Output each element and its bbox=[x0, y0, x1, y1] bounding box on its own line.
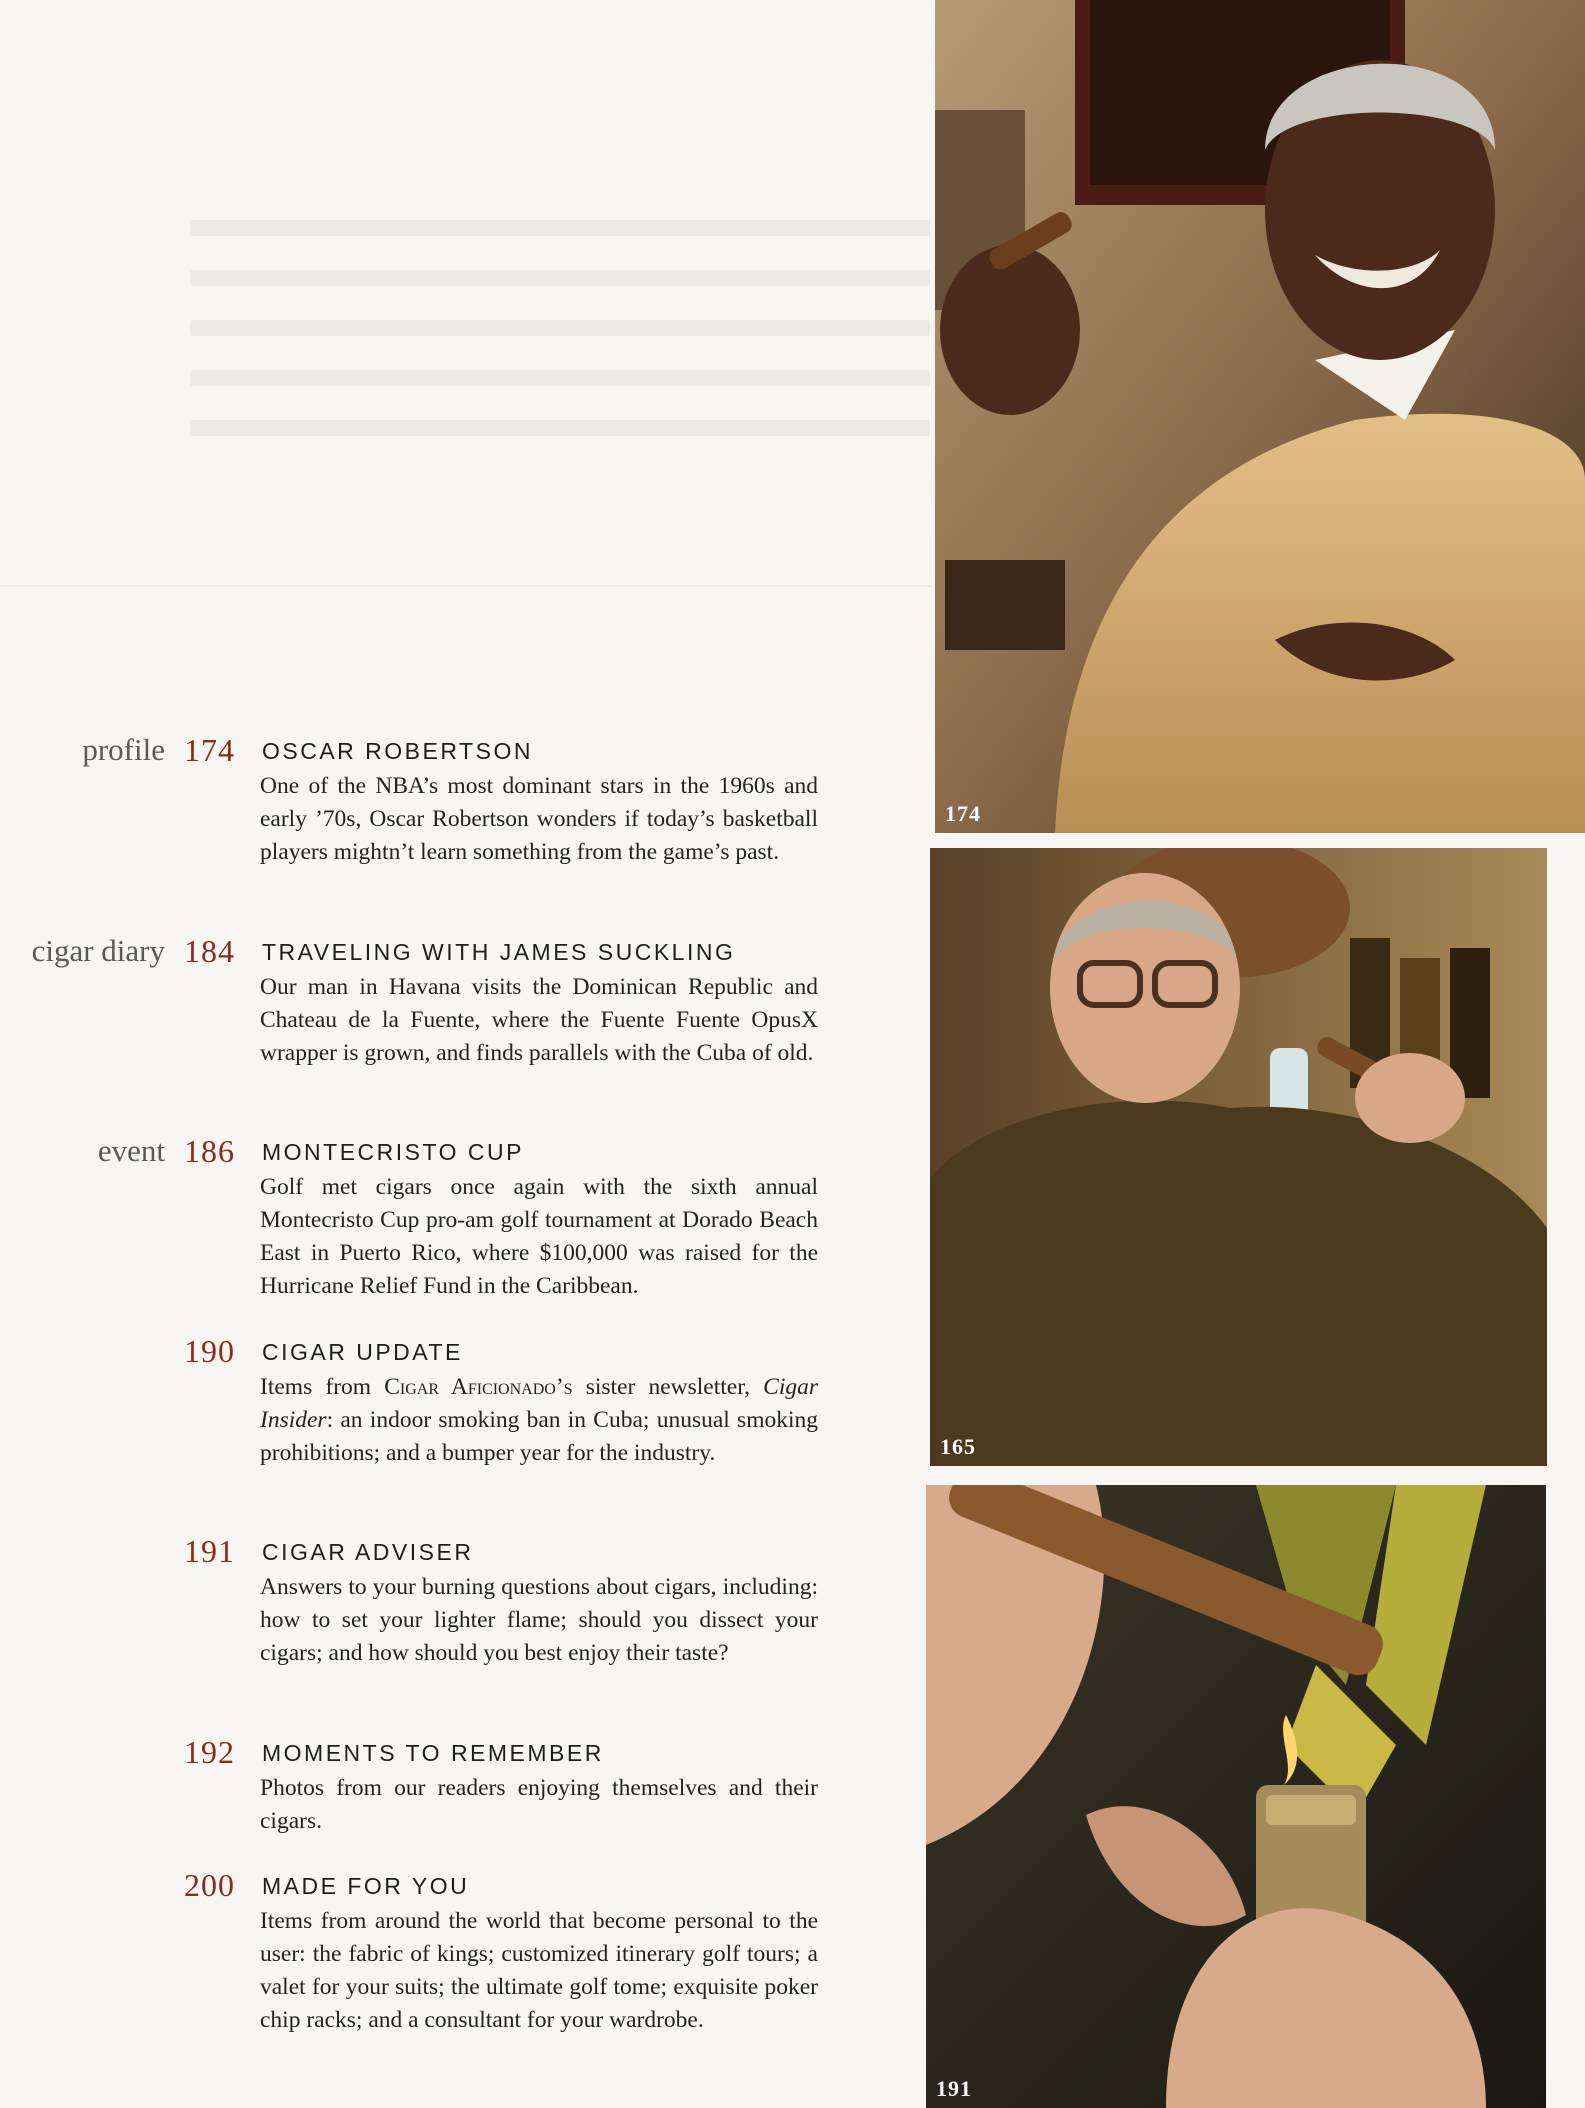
section-label: profile bbox=[82, 732, 165, 767]
cigar-lighting-illustration bbox=[926, 1485, 1546, 2108]
entry-title: MOMENTS TO REMEMBER bbox=[262, 1740, 604, 1766]
show-through-line bbox=[190, 320, 930, 336]
page-number: 200 bbox=[184, 1867, 235, 1903]
entry-description: Our man in Havana visits the Dominican Republic and Chateau de la Fuente, where the Fuente Fuente OpusX wrapper is grown, and finds parallels with the Cuba of old. bbox=[260, 974, 818, 1066]
photo-caption: 174 bbox=[945, 801, 981, 826]
entry-title: CIGAR UPDATE bbox=[262, 1339, 463, 1365]
portrait-illustration bbox=[935, 0, 1585, 833]
photo-lighting-cigar bbox=[926, 1485, 1546, 2108]
page-number: 184 bbox=[184, 933, 235, 969]
magazine-name: Cigar Aficionado’s bbox=[384, 1374, 573, 1400]
page-number: 191 bbox=[184, 1533, 235, 1569]
entry-description: One of the NBA’s most dominant stars in the 1960s and early ’70s, Oscar Robertson wonders if today’s basketball players mightn’t learn something from the game’s past. bbox=[260, 773, 818, 865]
entry-description bbox=[260, 1371, 818, 1470]
show-through-heading bbox=[780, 20, 808, 147]
portrait-illustration bbox=[930, 848, 1547, 1466]
show-through-line bbox=[190, 220, 930, 236]
show-through-rule bbox=[0, 585, 930, 587]
photo-oscar-robertson bbox=[935, 0, 1585, 833]
entry-title: MADE FOR YOU bbox=[262, 1873, 470, 1899]
entry-title: MONTECRISTO CUP bbox=[262, 1139, 524, 1165]
body-text: sister newsletter, bbox=[572, 1374, 764, 1400]
newsletter-name: Cigar Insider bbox=[260, 1374, 819, 1433]
entry-description: Golf met cigars once again with the sixth annual Montecristo Cup pro-am golf tournament at Dorado Beach East in Puerto Rico, where $100,000 was raised for the Hurricane Relief Fund in the Caribbean. bbox=[260, 1174, 818, 1299]
body-text: Items from bbox=[260, 1374, 385, 1400]
body-text: : an indoor smoking ban in Cuba; unusual smoking prohibitions; and a bumper year for the industry. bbox=[260, 1407, 818, 1466]
entry-description: Items from around the world that become personal to the user: the fabric of kings; customized itinerary golf tours; a valet for your suits; the ultimate golf tome; exquisite poker chip racks; and a consultant for your wardrobe. bbox=[260, 1908, 818, 2033]
show-through-line bbox=[190, 270, 930, 286]
entry-title: CIGAR ADVISER bbox=[262, 1539, 474, 1565]
section-label: event bbox=[97, 1133, 165, 1168]
page-number: 186 bbox=[184, 1133, 235, 1169]
photo-caption: 191 bbox=[936, 2076, 972, 2101]
entry-description: Photos from our readers enjoying themselves and their cigars. bbox=[260, 1775, 818, 1834]
page-number: 192 bbox=[184, 1734, 235, 1770]
photo-man-with-glasses bbox=[930, 848, 1547, 1466]
page-number: 190 bbox=[184, 1333, 235, 1369]
page-number: 174 bbox=[184, 732, 235, 768]
entry-title: TRAVELING WITH JAMES SUCKLING bbox=[262, 939, 736, 965]
entry-description: Answers to your burning questions about cigars, including: how to set your lighter flame; should you dissect your cigars; and how should you best enjoy their taste? bbox=[260, 1574, 818, 1666]
show-through-line bbox=[190, 370, 930, 386]
show-through-line bbox=[190, 420, 930, 436]
section-label: cigar diary bbox=[31, 933, 165, 968]
entry-title: OSCAR ROBERTSON bbox=[262, 738, 533, 764]
photo-caption: 165 bbox=[940, 1434, 976, 1459]
